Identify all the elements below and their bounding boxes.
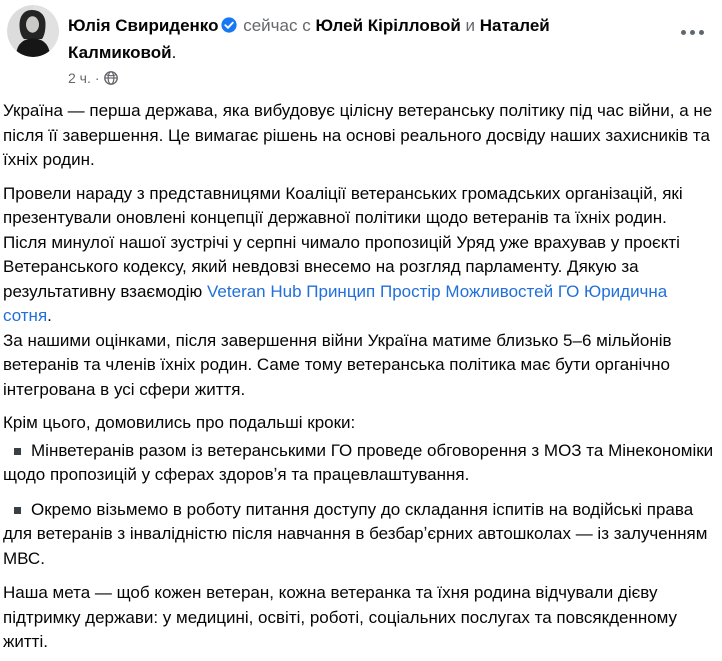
paragraph-5: Наша мета — щоб кожен ветеран, кожна ветеранка та їхня родина відчували дієву підтримку держави: у медицині, освіті, роботі, соціальних послугах та повсякденному житті. bbox=[3, 583, 678, 651]
conjunction: и bbox=[465, 16, 476, 35]
ellipsis-dot bbox=[681, 30, 686, 35]
meta-line bbox=[68, 70, 628, 86]
avatar[interactable] bbox=[7, 5, 59, 57]
paragraph-1: Україна — перша держава, яка вибудовує цілісну ветеранську політику під час війни, а не після її завершення. Це вимагає рішень на основі реального досвіду наших захисників та їхніх родин. bbox=[3, 101, 713, 169]
avatar-photo bbox=[7, 5, 59, 57]
paragraph-2 bbox=[3, 182, 714, 403]
tagged-person-2[interactable]: Наталей Калмиковой bbox=[68, 16, 550, 62]
author-name[interactable]: Юлія Свириденко bbox=[68, 16, 219, 35]
bullet-item-2 bbox=[3, 498, 714, 572]
bullet-square-icon bbox=[14, 507, 21, 514]
bullet-square-icon bbox=[14, 448, 21, 455]
paragraph-2-period: . bbox=[47, 306, 52, 325]
post-header bbox=[0, 5, 722, 86]
ellipsis-dot bbox=[699, 30, 704, 35]
bullet-item-1 bbox=[3, 439, 714, 488]
paragraph-3-text: За нашими оцінками, після завершення війни Україна матиме близько 5–6 мільйонів ветеранів та членів їхніх родин. Саме тому ветеранська політика має бути органічно інтегрована в усі сфери життя. bbox=[3, 330, 672, 399]
dot-separator: · bbox=[94, 70, 100, 86]
period: . bbox=[171, 43, 177, 62]
globe-icon bbox=[104, 71, 118, 85]
name-line bbox=[68, 13, 628, 65]
tagged-person-1[interactable]: Юлей Кірілловой bbox=[315, 16, 461, 35]
header-text bbox=[68, 5, 628, 86]
page-mentions-link[interactable]: Veteran Hub Принцип Простір Можливостей ГО Юридична сотня bbox=[3, 281, 668, 325]
post-body bbox=[0, 86, 722, 655]
post-menu-button[interactable] bbox=[675, 22, 710, 43]
paragraph-4: Крім цього, домовились про подальші кроки: bbox=[3, 413, 356, 432]
verified-badge-icon bbox=[221, 15, 237, 40]
timestamp[interactable]: 2 ч. bbox=[68, 70, 91, 86]
ellipsis-dot bbox=[690, 30, 695, 35]
context-prefix: сейчас с bbox=[243, 16, 311, 35]
bullet-2-text: Окремо візьмемо в роботу питання доступу до складання іспитів на водійські права для ветеранів з інвалідністю після навчання в безбарʼєрних автошколах — із залученням МВС. bbox=[3, 499, 708, 568]
bullet-1-text: Мінветеранів разом із ветеранськими ГО проведе обговорення з МОЗ та Мінекономіки щодо пропозицій у сферах здоровʼя та працевлаштування. bbox=[3, 440, 714, 484]
paragraph-2-text: Провели нараду з представницями Коаліції ветеранських громадських організацій, які презентували оновлені концепції державної політики щодо ветеранів та їхніх родин. Після минулої нашої зустрічі у серпні чимало пропозицій Уряд уже врахував у проєкті Ветеранського кодексу, який невдовзі внесемо на розгляд парламенту. Дякую за результативну взаємодію bbox=[3, 183, 683, 301]
